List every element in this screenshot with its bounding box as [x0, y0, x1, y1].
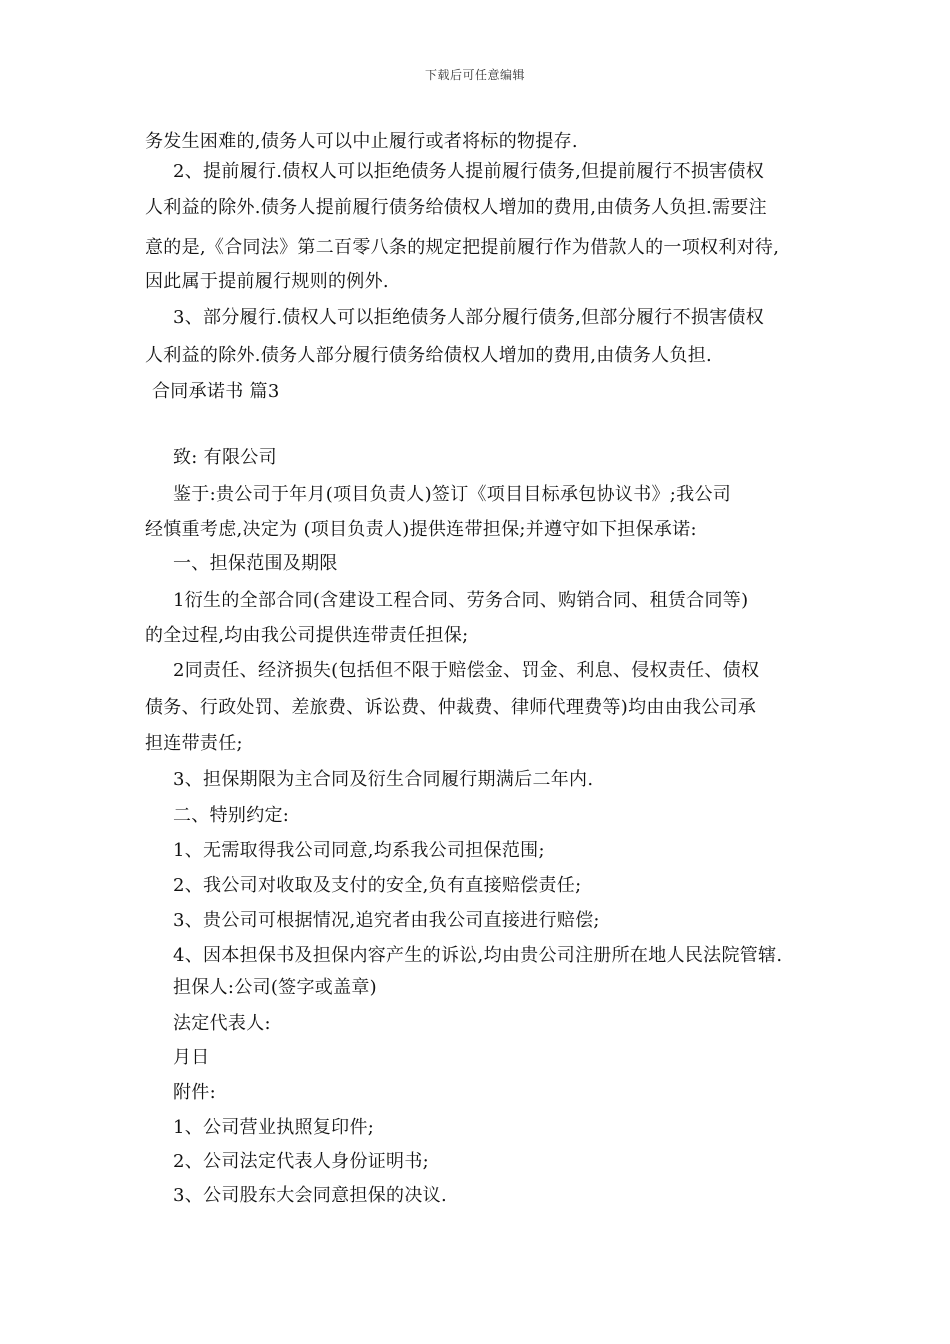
legal-rep-line: 法定代表人: [173, 1013, 271, 1034]
body-line: 人利益的除外.债务人部分履行债务给债权人增加的费用,由债务人负担. [145, 345, 713, 366]
attachments-heading: 附件: [173, 1082, 216, 1103]
clause-heading: 二、特别约定: [173, 805, 290, 826]
guarantor-line: 担保人:公司(签字或盖章) [173, 977, 378, 998]
body-line: 3、部分履行.债权人可以拒绝债务人部分履行债务,但部分履行不损害债权 [173, 307, 765, 328]
body-line: 1、无需取得我公司同意,均系我公司担保范围; [173, 840, 545, 861]
body-line: 债务、行政处罚、差旅费、诉讼费、仲裁费、律师代理费等)均由由我公司承 [145, 697, 757, 718]
body-line: 2、我公司对收取及支付的安全,负有直接赔偿责任; [173, 875, 582, 896]
body-line: 4、因本担保书及担保内容产生的诉讼,均由贵公司注册所在地人民法院管辖. [173, 945, 783, 966]
attachment-item: 3、公司股东大会同意担保的决议. [173, 1185, 447, 1206]
body-line: 的全过程,均由我公司提供连带责任担保; [145, 625, 469, 646]
body-line: 人利益的除外.债务人提前履行债务给债权人增加的费用,由债务人负担.需要注 [145, 197, 767, 218]
attachment-item: 2、公司法定代表人身份证明书; [173, 1151, 430, 1172]
body-line: 经慎重考虑,决定为 (项目负责人)提供连带担保;并遵守如下担保承诺: [145, 519, 697, 540]
body-line: 1衍生的全部合同(含建设工程合同、劳务合同、购销合同、租赁合同等) [173, 590, 749, 611]
body-line: 务发生困难的,债务人可以中止履行或者将标的物提存. [145, 131, 578, 152]
body-line: 担连带责任; [145, 733, 243, 754]
body-line: 2、提前履行.债权人可以拒绝债务人提前履行债务,但提前履行不损害债权 [173, 161, 765, 182]
body-line: 3、贵公司可根据情况,追究者由我公司直接进行赔偿; [173, 910, 600, 931]
body-line: 鉴于:贵公司于年月(项目负责人)签订《项目目标承包协议书》;我公司 [173, 484, 732, 505]
date-line: 月日 [173, 1047, 210, 1068]
page-header: 下载后可任意编辑 [424, 68, 525, 82]
body-line: 3、担保期限为主合同及衍生合同履行期满后二年内. [173, 769, 594, 790]
section-title: 合同承诺书 篇3 [152, 381, 280, 402]
body-line: 因此属于提前履行规则的例外. [145, 271, 389, 292]
salutation: 致: 有限公司 [173, 447, 277, 468]
body-line: 2同责任、经济损失(包括但不限于赔偿金、罚金、利息、侵权责任、债权 [173, 660, 760, 681]
attachment-item: 1、公司营业执照复印件; [173, 1117, 375, 1138]
clause-heading: 一、担保范围及期限 [173, 553, 338, 574]
body-line: 意的是,《合同法》第二百零八条的规定把提前履行作为借款人的一项权利对待, [145, 237, 780, 258]
